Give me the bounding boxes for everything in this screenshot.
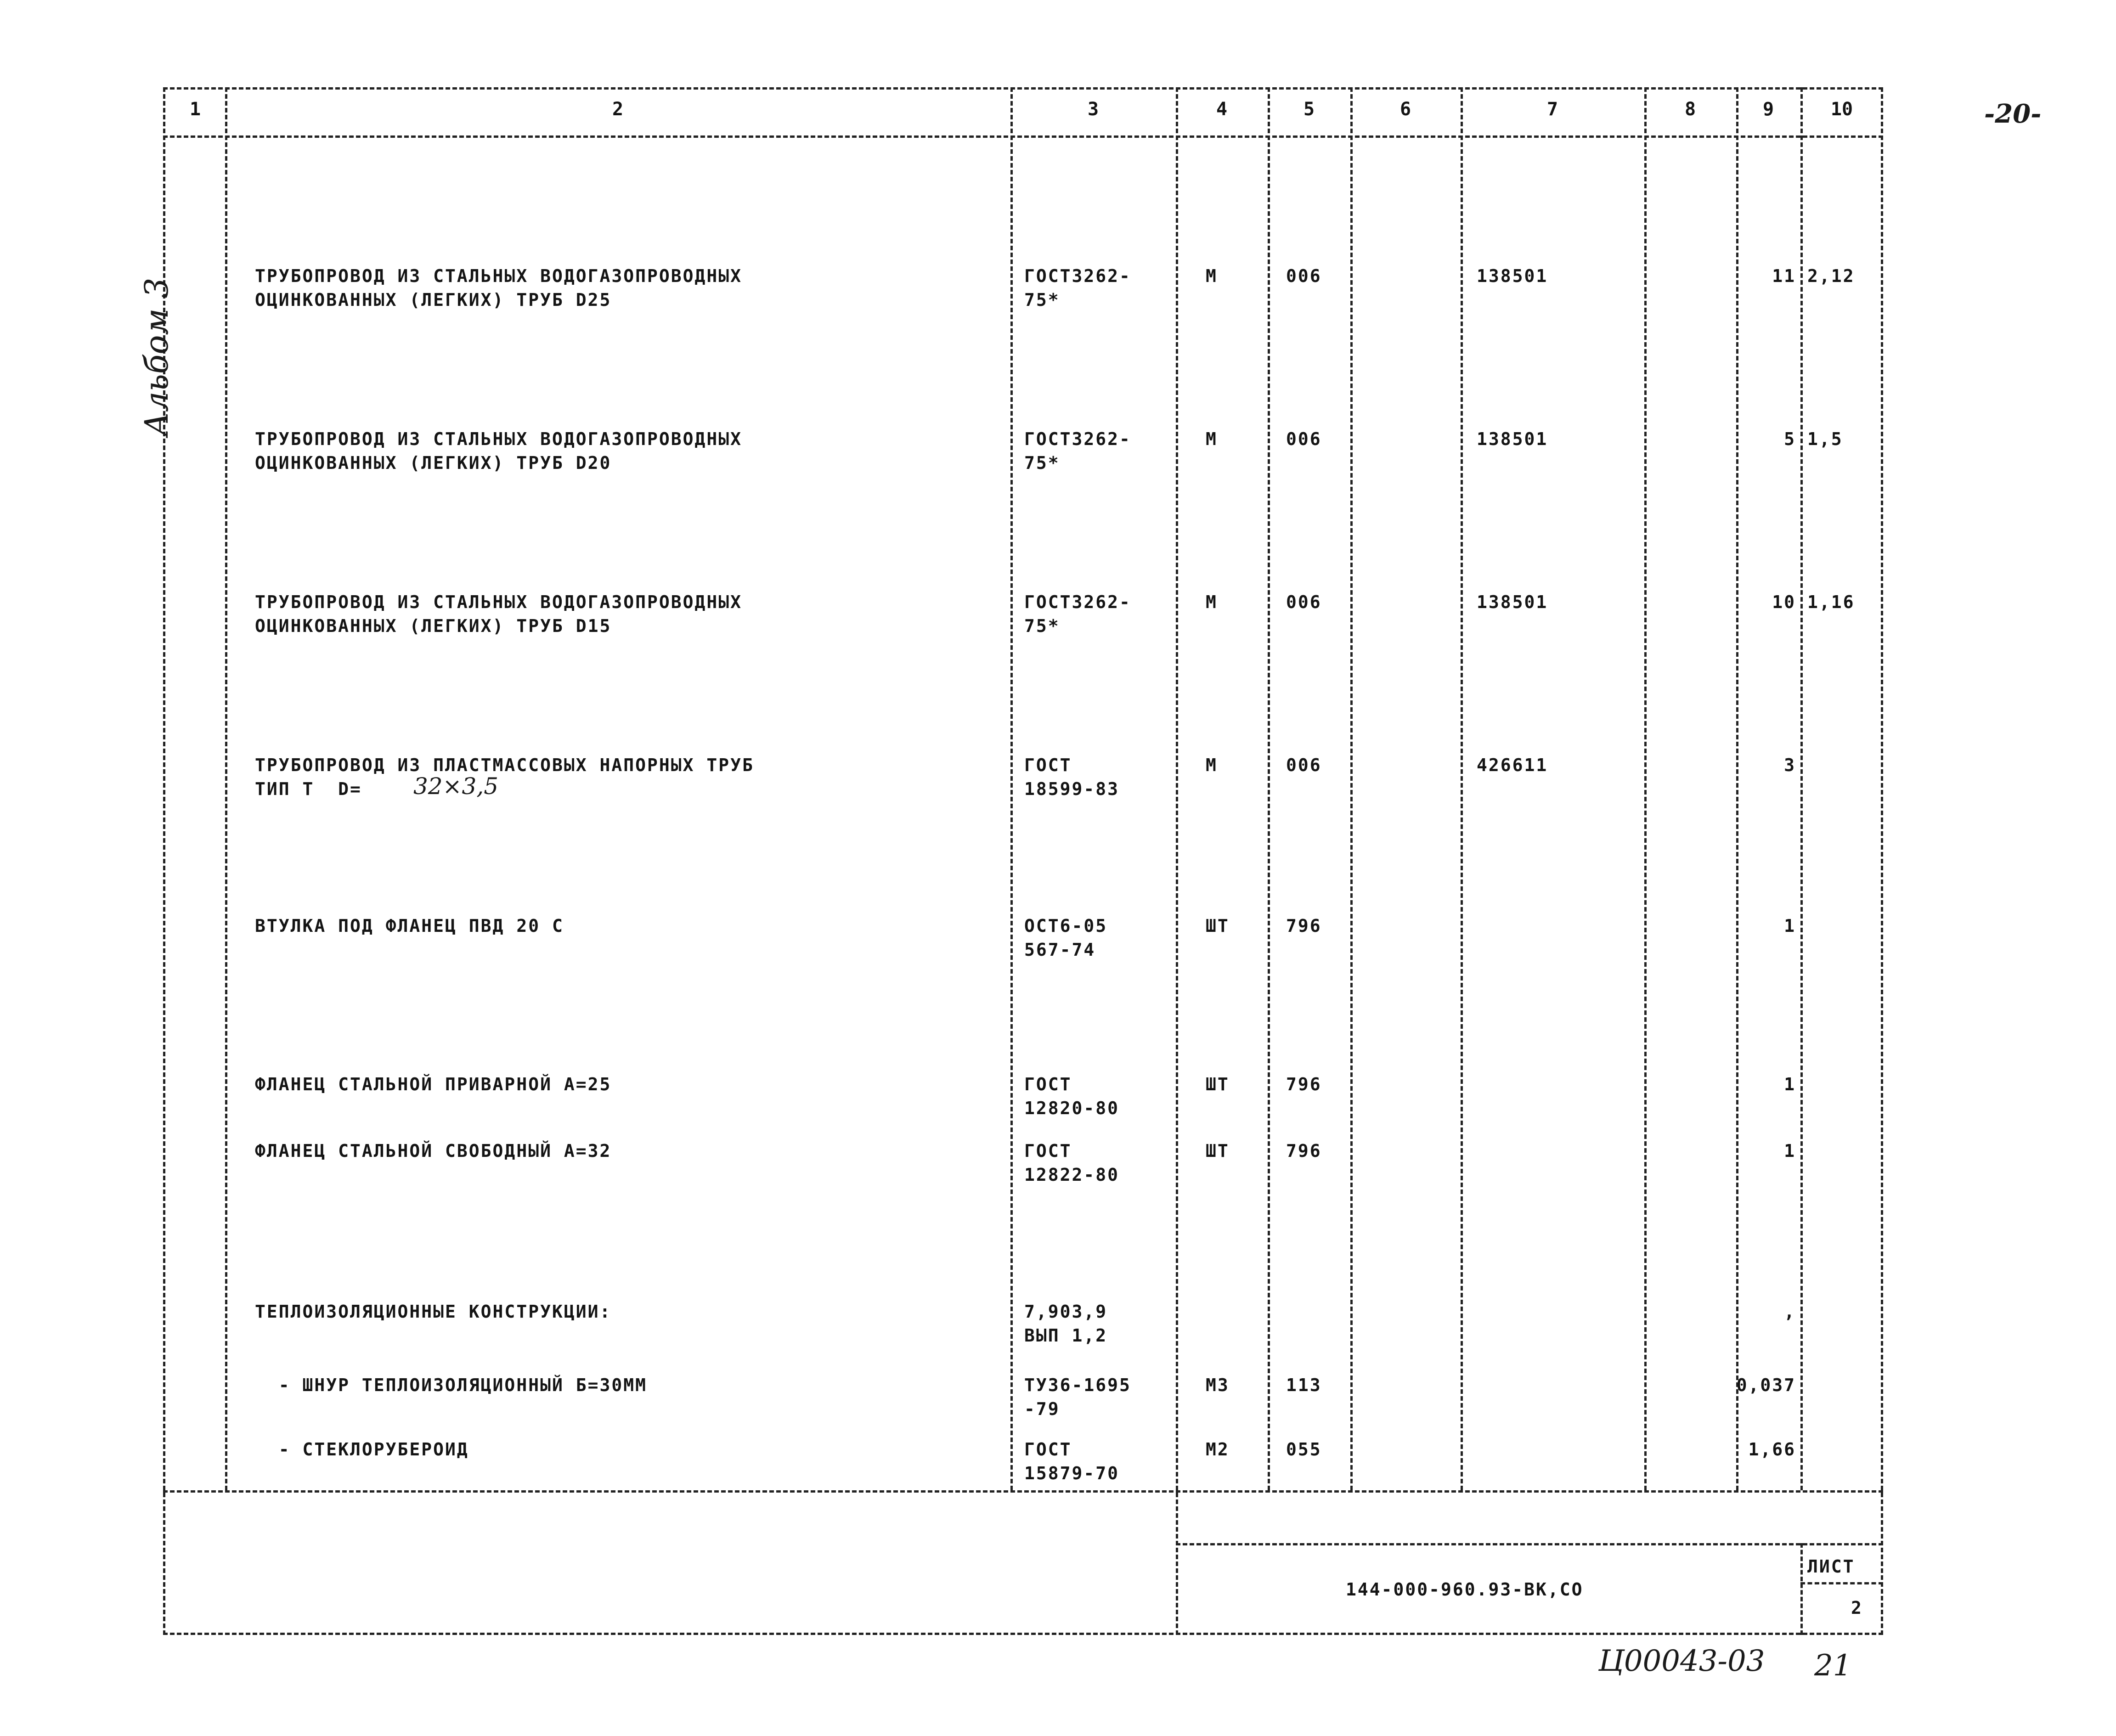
standard-line: ГОСТ xyxy=(1024,755,1072,775)
column-7-value: 426611 xyxy=(1477,755,1548,775)
quantity: 11 xyxy=(1772,266,1796,286)
unit: ШТ xyxy=(1206,916,1230,936)
standard-line: 12820-80 xyxy=(1024,1098,1120,1118)
page-marker: -20- xyxy=(1984,99,2042,129)
column-number-9: 9 xyxy=(1762,99,1774,120)
column-7-value: 138501 xyxy=(1477,592,1548,612)
column-number-6: 6 xyxy=(1399,99,1411,120)
sheet-label: ЛИСТ xyxy=(1807,1556,1855,1577)
unit-code: 113 xyxy=(1286,1375,1322,1395)
quantity: 0,037 xyxy=(1736,1375,1796,1395)
standard-line: ГОСТ xyxy=(1024,1074,1072,1094)
item-name-line: ОЦИНКОВАННЫХ (ЛЕГКИХ) ТРУБ D15 xyxy=(255,616,612,636)
standard-line: 567-74 xyxy=(1024,940,1096,960)
unit: М xyxy=(1206,592,1218,612)
column-divider xyxy=(1736,87,1738,1490)
album-side-label: Альбом 3 xyxy=(138,277,175,436)
column-number-10: 10 xyxy=(1830,99,1853,120)
standard-line: ГОСТ xyxy=(1024,1141,1072,1161)
standard-line: ВЫП 1,2 xyxy=(1024,1325,1108,1346)
item-name-line: ФЛАНЕЦ СТАЛЬНОЙ ПРИВАРНОЙ А=25 xyxy=(255,1074,612,1094)
quantity: 5 xyxy=(1784,429,1796,449)
item-name-line: ОЦИНКОВАННЫХ (ЛЕГКИХ) ТРУБ D25 xyxy=(255,290,612,310)
unit-code: 006 xyxy=(1286,755,1322,775)
item-name-line: ТРУБОПРОВОД ИЗ ПЛАСТМАССОВЫХ НАПОРНЫХ ТРУБ xyxy=(255,755,754,775)
standard-line: 12822-80 xyxy=(1024,1165,1120,1185)
standard-line: ГОСТ xyxy=(1024,1439,1072,1460)
column-number-3: 3 xyxy=(1087,99,1099,120)
unit: М3 xyxy=(1206,1375,1230,1395)
standard-line: 18599-83 xyxy=(1024,779,1120,799)
sheet-number: 2 xyxy=(1851,1598,1863,1618)
unit-code: 006 xyxy=(1286,266,1322,286)
unit-code: 006 xyxy=(1286,592,1322,612)
standard-line: ГОСТ3262- xyxy=(1024,592,1131,612)
column-number-5: 5 xyxy=(1303,99,1315,120)
item-name-line: ТИП Т D= xyxy=(255,779,362,799)
column-divider xyxy=(1644,87,1647,1490)
quantity: 1 xyxy=(1784,916,1796,936)
item-name-line: ОЦИНКОВАННЫХ (ЛЕГКИХ) ТРУБ D20 xyxy=(255,453,612,473)
column-divider xyxy=(1176,87,1178,1635)
column-divider xyxy=(1350,87,1353,1490)
column-divider xyxy=(225,87,227,1490)
standard-line: ОСТ6-05 xyxy=(1024,916,1108,936)
unit: М2 xyxy=(1206,1439,1230,1460)
unit: М xyxy=(1206,429,1218,449)
unit: ШТ xyxy=(1206,1141,1230,1161)
item-name-line: ТРУБОПРОВОД ИЗ СТАЛЬНЫХ ВОДОГАЗОПРОВОДНЫХ xyxy=(255,429,742,449)
table-body-bottom xyxy=(163,1490,1883,1493)
standard-line: 75* xyxy=(1024,616,1060,636)
unit: ШТ xyxy=(1206,1074,1230,1094)
standard-line: -79 xyxy=(1024,1399,1060,1419)
document-code: 144-000-960.93-ВК,СО xyxy=(1346,1579,1584,1600)
standard-line: 75* xyxy=(1024,290,1060,310)
unit-code: 796 xyxy=(1286,1074,1322,1094)
unit-code: 055 xyxy=(1286,1439,1322,1460)
quantity: 10 xyxy=(1772,592,1796,612)
column-10-value: 1,16 xyxy=(1807,592,1855,612)
archive-code: Ц00043-03 xyxy=(1598,1644,1765,1678)
archive-sheet-number: 21 xyxy=(1814,1649,1852,1683)
unit: М xyxy=(1206,755,1218,775)
sheet-cell-divider xyxy=(1800,1543,1803,1635)
standard-line: ГОСТ3262- xyxy=(1024,266,1131,286)
column-number-1: 1 xyxy=(189,99,201,120)
sheet-cell-split xyxy=(1800,1582,1883,1584)
column-divider xyxy=(1268,87,1270,1490)
unit: М xyxy=(1206,266,1218,286)
column-10-value: 2,12 xyxy=(1807,266,1855,286)
handwritten-pipe-size: 32×3,5 xyxy=(413,773,499,800)
table-frame xyxy=(163,87,1883,1635)
unit-code: 006 xyxy=(1286,429,1322,449)
column-7-value: 138501 xyxy=(1477,266,1548,286)
column-7-value: 138501 xyxy=(1477,429,1548,449)
column-divider xyxy=(1800,87,1803,1490)
standard-line: 7,903,9 xyxy=(1024,1302,1108,1322)
unit-code: 796 xyxy=(1286,1141,1322,1161)
title-block-top xyxy=(1176,1543,1883,1545)
item-name-line: ФЛАНЕЦ СТАЛЬНОЙ СВОБОДНЫЙ А=32 xyxy=(255,1141,612,1161)
column-10-value: 1,5 xyxy=(1807,429,1843,449)
standard-line: 75* xyxy=(1024,453,1060,473)
item-name-line: ТЕПЛОИЗОЛЯЦИОННЫЕ КОНСТРУКЦИИ: xyxy=(255,1302,612,1322)
column-divider xyxy=(1010,87,1013,1490)
quantity: 1,66 xyxy=(1748,1439,1796,1460)
quantity: , xyxy=(1784,1302,1796,1322)
column-number-4: 4 xyxy=(1216,99,1228,120)
quantity: 3 xyxy=(1784,755,1796,775)
quantity: 1 xyxy=(1784,1074,1796,1094)
standard-line: 15879-70 xyxy=(1024,1463,1120,1483)
column-number-2: 2 xyxy=(612,99,624,120)
item-name-line: ТРУБОПРОВОД ИЗ СТАЛЬНЫХ ВОДОГАЗОПРОВОДНЫХ xyxy=(255,266,742,286)
unit-code: 796 xyxy=(1286,916,1322,936)
column-number-8: 8 xyxy=(1684,99,1696,120)
item-name-line: ВТУЛКА ПОД ФЛАНЕЦ ПВД 20 С xyxy=(255,916,564,936)
column-number-7: 7 xyxy=(1546,99,1558,120)
standard-line: ТУ36-1695 xyxy=(1024,1375,1131,1395)
item-name-line: ТРУБОПРОВОД ИЗ СТАЛЬНЫХ ВОДОГАЗОПРОВОДНЫХ xyxy=(255,592,742,612)
item-name-line: - СТЕКЛОРУБЕРОИД xyxy=(255,1439,469,1460)
column-divider xyxy=(1461,87,1463,1490)
quantity: 1 xyxy=(1784,1141,1796,1161)
standard-line: ГОСТ3262- xyxy=(1024,429,1131,449)
item-name-line: - ШНУР ТЕПЛОИЗОЛЯЦИОННЫЙ Б=30ММ xyxy=(255,1375,647,1395)
